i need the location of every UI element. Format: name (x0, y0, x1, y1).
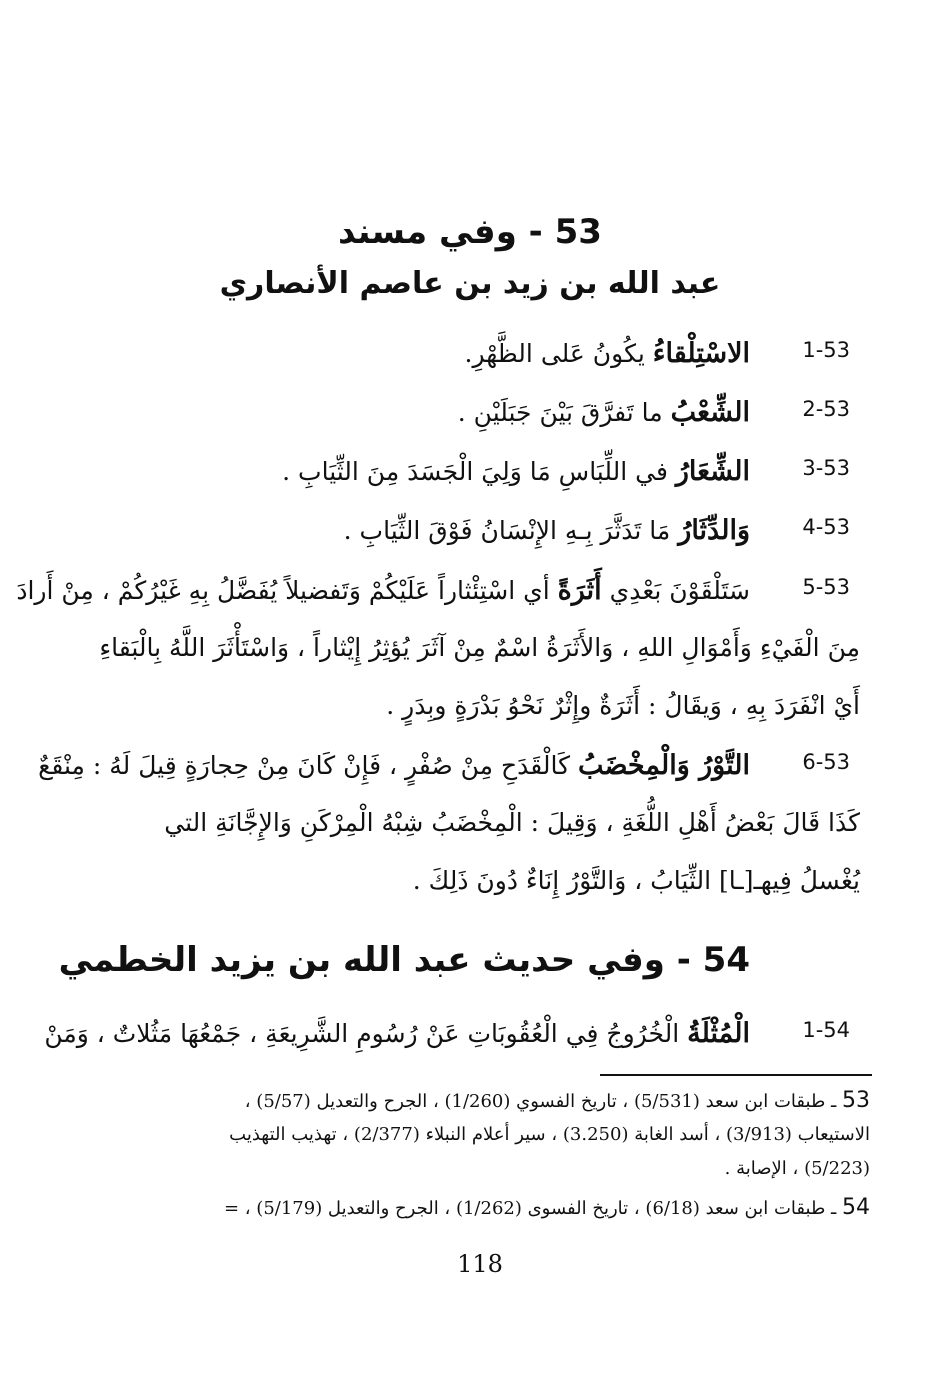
entry-term: الشِّعْبُ (670, 397, 750, 428)
entry-number: 6-53 (802, 750, 850, 774)
section-53-subtitle: عبد الله بن زيد بن عاصم الأنصاري (219, 266, 721, 301)
footnote-number: 53 (842, 1088, 870, 1113)
entry-line (282, 456, 750, 487)
entry-term: التَّوْرُ وَالْمِخْضَبُ (578, 750, 750, 781)
entry-line: يُغْسلُ فِيهـ[ـا] الثِّيَابُ ، وَالتَّوْرُ إِنَاءٌ دُونَ ذَلِكَ . (412, 866, 860, 895)
entry-term: الشِّعَارُ (675, 456, 750, 487)
entry-text: سَتَلْقَوْنَ بَعْدِي (609, 576, 750, 605)
entry-text: الْخُرُوجُ فِي الْعُقُوبَاتِ عَنْ رُسُومِ الشَّرِيعَةِ ، جَمْعُهَا مَثُلاتٌ ، وَمَنْ (44, 1019, 680, 1048)
entry-line (458, 397, 750, 428)
entry-term: وَالدِّثَارُ (678, 515, 750, 546)
footnote-text: ـ طبقات ابن سعد (6/18) ، تاريخ الفسوى (1/262) ، الجرح والتعديل (5/179) ، = (223, 1198, 837, 1219)
entry-line (38, 750, 750, 781)
entry-text: مَا تَدَثَّرَ بِـهِ الإِنْسَانُ فَوْقَ الثِّيَابِ . (343, 516, 671, 545)
entry-text: كَالْقَدَحِ مِنْ صُفْرٍ ، فَإِنْ كَانَ مِنْ حِجارَةٍ قِيلَ لَهُ : مِنْقَعٌ (38, 751, 571, 780)
footnote-53-line (100, 1088, 870, 1113)
footnote-54-line (100, 1195, 870, 1220)
entry-term: الْمُثْلَةُ (687, 1018, 750, 1049)
entry-number: 1-54 (802, 1018, 850, 1042)
entry-line (465, 338, 750, 369)
footnote-text: ـ طبقات ابن سعد (5/531) ، تاريخ الفسوي (1/260) ، الجرح والتعديل (5/57) ، (244, 1091, 837, 1112)
entry-line (344, 515, 750, 546)
entry-line (44, 1018, 750, 1049)
entry-number: 5-53 (802, 575, 850, 599)
entry-number: 4-53 (802, 515, 850, 539)
entry-number: 3-53 (802, 456, 850, 480)
footnote-number: 54 (842, 1195, 870, 1220)
entry-line: كَذَا قَالَ بَعْضُ أَهْلِ اللُّغَةِ ، وَقِيلَ : الْمِخْضَبُ شِبْهُ الْمِرْكَنِ وَالإِجَّانَةِ التي (164, 808, 860, 837)
entry-number: 1-53 (802, 338, 850, 362)
entry-text: في اللِّبَاسِ مَا وَلِيَ الْجَسَدَ مِنَ الثِّيَابِ . (282, 457, 668, 486)
entry-text: يكُونُ عَلى الظَّهْرِ. (464, 339, 645, 368)
entry-line (16, 575, 750, 606)
entry-line: مِنَ الْفَيْءِ وَأَمْوَالِ اللهِ ، وَالأَثَرَةُ اسْمٌ مِنْ آثَرَ يُؤثِرُ إِيْثاراً ، وَاسْتَأْثَرَ اللَّهُ بِالْبَقاءِ (99, 633, 860, 662)
entry-text: أي اسْتِئْثاراً عَلَيْكُمْ وَتَفضيلاً يُفَضَّلُ بِهِ غَيْرُكُمْ ، مِنْ أَرادَ (16, 576, 550, 605)
entry-term: أَثَرَةً (557, 575, 602, 606)
section-53-title: 53 - وفي مسند (338, 212, 602, 252)
entry-number: 2-53 (802, 397, 850, 421)
footnote-53-line: (5/223) ، الإصابة . (724, 1158, 870, 1179)
entry-text: ما تَفرَّقَ بَيْنَ جَبَلَيْنِ . (457, 398, 663, 427)
footnote-53-line: الاستيعاب (3/913) ، أسد الغابة (3.250) ، سير أعلام النبلاء (2/377) ، تهذيب التهذيب (229, 1124, 870, 1145)
page-number: 118 (457, 1250, 503, 1278)
entry-term: الاسْتِلْقاءُ (652, 338, 750, 369)
section-54-title: 54 - وفي حديث عبد الله بن يزيد الخطمي (58, 940, 750, 980)
entry-line: أَيْ انْفَرَدَ بِهِ ، وَيقَالُ : أَثَرَةٌ وإِثْرٌ نَحْوُ بَدْرَةٍ وبِدَرٍ . (386, 691, 860, 720)
footnote-divider (600, 1074, 872, 1076)
